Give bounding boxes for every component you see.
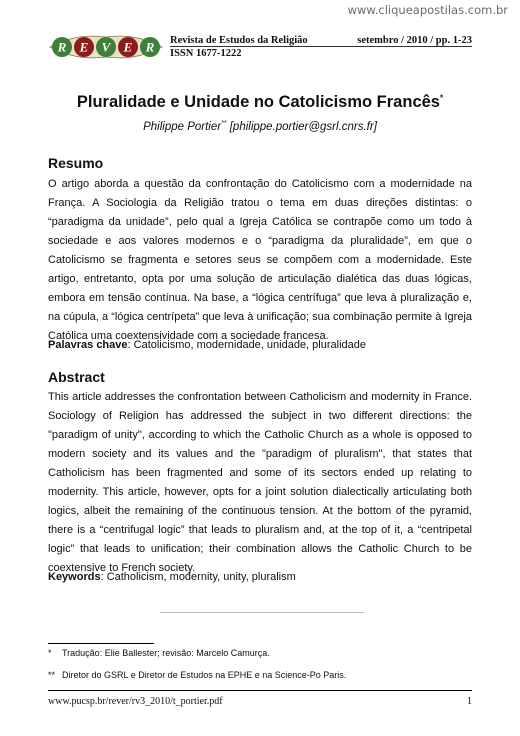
logo-letter: V xyxy=(101,39,111,55)
header-rule xyxy=(170,46,472,47)
resumo-text: O artigo aborda a questão da confrontação do Catolicismo com a modernidade na França. A Sociologia da Religião tratou o tema em duas direções distintas: o “paradigma da unidade”, pelo qual a Igreja Católica se contrapõe como um todo à sociedade e aos valores modernos e o “paradigma da pluralidade”, em que o Catolicismo se fragmenta e setores seus se compõem com a modernidade. Este artigo, entretanto, opta por uma solução de articulação dialética das duas lógicas, embora em tensão contínua. Na base, a “lógica centrífuga” que leva à pluralização e, na cúpula, a “lógica centrípeta” que leva à unificação; sua combinação permite à Igreja Católica uma coextensividade com a sociedade francesa. xyxy=(48,178,472,342)
footnote-rule xyxy=(48,643,154,644)
resumo-keywords-list: : Catolicismo, modernidade, unidade, pluralidade xyxy=(127,339,366,351)
author-email: [philippe.portier@gsrl.cnrs.fr] xyxy=(229,120,377,133)
article-title: Pluralidade e Unidade no Catolicismo Francês* xyxy=(76,93,444,111)
resumo-keywords-label: Palavras chave xyxy=(48,339,128,351)
footnote-1: * Tradução: Elie Ballester; revisão: Marcelo Camurça. xyxy=(48,648,270,658)
logo-letter: E xyxy=(123,39,133,55)
abstract-keywords-list: : Catholicism, modernity, unity, pluralism xyxy=(100,571,296,583)
issn: ISSN 1677-1222 xyxy=(170,48,242,59)
author-footnote-mark: ** xyxy=(221,120,227,127)
page-number: 1 xyxy=(467,696,472,707)
section-separator xyxy=(160,612,364,613)
footer-rule xyxy=(48,690,472,691)
rever-logo xyxy=(46,31,166,63)
resumo-keywords xyxy=(48,339,366,351)
issue-date-pages: setembro / 2010 / pp. 1-23 xyxy=(357,35,472,46)
logo-letter: R xyxy=(145,39,155,55)
abstract-keywords xyxy=(48,571,296,583)
abstract-keywords-label: Keywords xyxy=(48,571,101,583)
resumo-heading: Resumo xyxy=(48,155,104,171)
logo-letter: R xyxy=(57,39,67,55)
abstract-heading: Abstract xyxy=(48,369,105,385)
page-footer xyxy=(48,696,472,707)
watermark: www.cliqueapostilas.com.br xyxy=(347,3,508,17)
author-name: Philippe Portier xyxy=(143,120,222,133)
title-footnote-mark: * xyxy=(439,93,444,103)
author-line xyxy=(0,120,520,133)
journal-header xyxy=(170,35,472,46)
journal-name: Revista de Estudos da Religião xyxy=(170,35,308,46)
abstract-text: This article addresses the confrontation between Catholicism and modernity in France. Sociology of Religion has addressed the subject in two different directions: the "paradigm of unity", according to which the Catholic Church as a whole is opposed to modern society and its values and the "paradigm of pluralism", that states that Catholicism has been fragmented and some of its sectors ended up relating to modernity. This article, however, opts for a joint solution dialectically articulating both logics, albeit the remaining of the continuous tension. At the bottom of the pyramid, there is a “centrifugal logic” that leads to pluralism and, at the top of it, a “centripetal logic” that leads to unification; their combination allows the Catholic Church to be coextensive to French society. xyxy=(48,391,472,574)
logo-letter: E xyxy=(79,39,89,55)
footnote-2: ** Diretor do GSRL e Diretor de Estudos na EPHE e na Science-Po Paris. xyxy=(48,670,347,680)
footer-url[interactable]: www.pucsp.br/rever/rv3_2010/t_portier.pdf xyxy=(48,696,223,707)
